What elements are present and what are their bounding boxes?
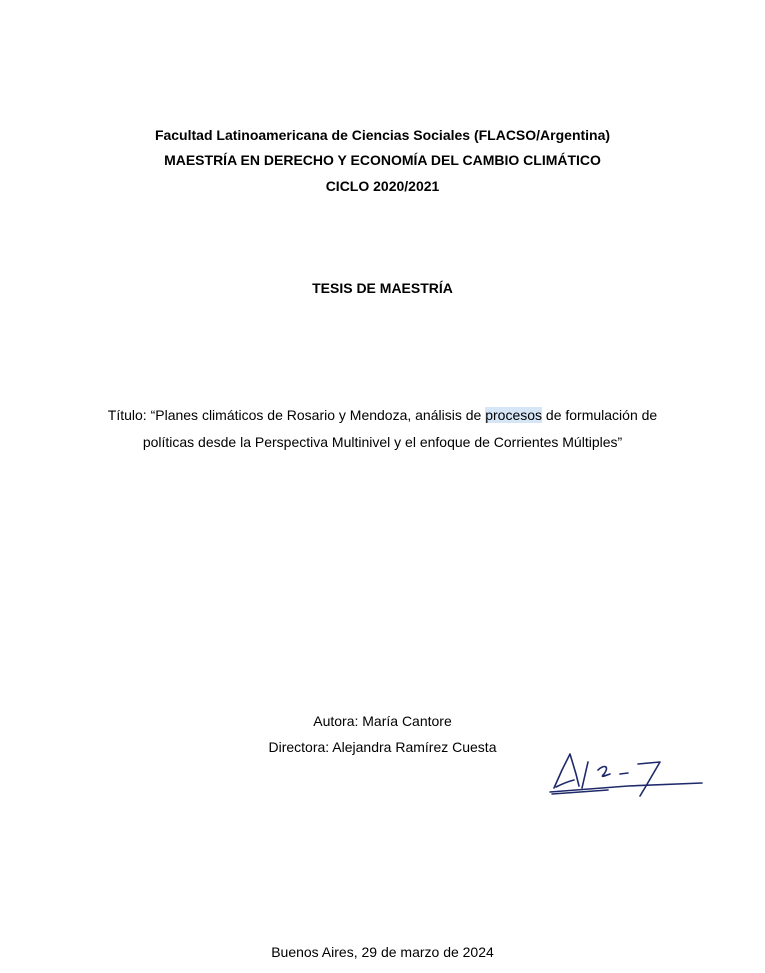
thesis-title-line-2: políticas desde la Perspectiva Multinivel y el enfoque de Corrientes Múltiples” [142,434,623,450]
program-name: MAESTRÍA EN DERECHO Y ECONOMÍA DEL CAMBIO CLIMÁTICO [164,152,601,168]
director-line: Directora: Alejandra Ramírez Cuesta [268,739,497,755]
place-and-date: Buenos Aires, 29 de marzo de 2024 [271,944,494,960]
title-text-after: de formulación de [542,407,658,423]
selected-word-highlight[interactable]: procesos [485,407,543,423]
thesis-title-line-1 [0,406,765,424]
title-text-before: Título: “Planes climáticos de Rosario y Mendoza, análisis de [107,407,486,423]
author-line: Autora: María Cantore [313,713,452,729]
signature-image [548,750,708,802]
cycle-label: CICLO 2020/2021 [325,178,440,194]
institution-name: Facultad Latinoamericana de Ciencias Sociales (FLACSO/Argentina) [154,127,611,143]
document-type: TESIS DE MAESTRÍA [312,280,453,296]
